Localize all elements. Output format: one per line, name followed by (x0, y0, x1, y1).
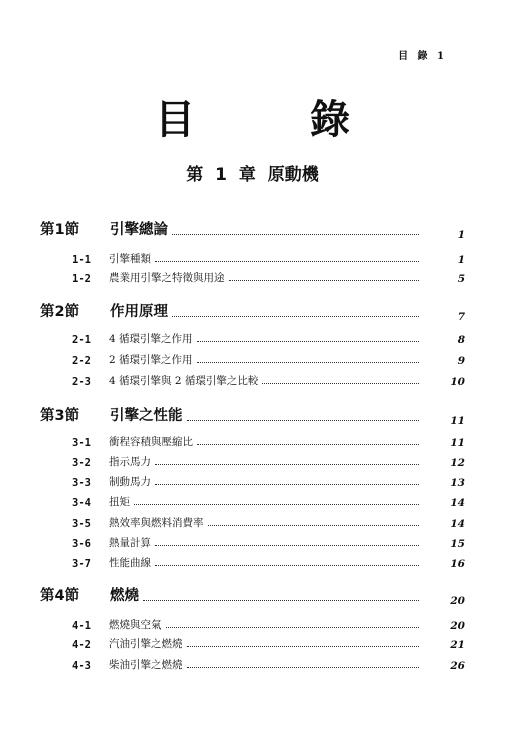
toc-entry-title: 熱量計算 (109, 537, 151, 549)
dot-leader (197, 340, 419, 342)
toc-subsection-entry (0, 434, 505, 449)
toc-entry-number: 3-1 (72, 437, 91, 449)
toc-section-entry (0, 300, 505, 321)
dot-leader (172, 315, 419, 317)
toc-entry-title: 燃燒與空氣 (109, 619, 162, 631)
toc-entry-title: 4 循環引擎與 2 循環引擎之比較 (109, 375, 259, 387)
toc-entry-title: 制動馬力 (109, 476, 151, 488)
toc-subsection-entry (0, 657, 505, 672)
toc-entry-title: 衝程容積與壓縮比 (109, 436, 193, 448)
toc-entry-number: 第2節 (40, 304, 80, 320)
dot-leader (155, 564, 419, 566)
toc-subsection-entry (0, 251, 505, 266)
toc-entry-page: 10 (450, 376, 465, 388)
dot-leader (172, 233, 419, 235)
toc-entry-title: 熱效率與燃料消費率 (109, 517, 204, 529)
toc-section-entry (0, 404, 505, 425)
dot-leader (187, 419, 420, 421)
page-title-left: 目 (155, 97, 195, 143)
dot-leader (187, 666, 420, 668)
toc-subsection-entry (0, 373, 505, 388)
toc-entry-number: 1-1 (72, 254, 91, 266)
toc-entry-title: 引擎總論 (110, 222, 168, 238)
toc-entry-page: 16 (450, 558, 465, 570)
toc-entry-title: 2 循環引擎之作用 (109, 354, 193, 366)
toc-section-entry (0, 218, 505, 239)
toc-entry-page: 8 (457, 334, 465, 346)
toc-entry-number: 4-3 (72, 660, 91, 672)
toc-entry-number: 2-2 (72, 355, 91, 367)
toc-entry-number: 1-2 (72, 273, 91, 285)
toc-entry-page: 26 (450, 660, 465, 672)
toc-entry-page: 20 (450, 595, 465, 607)
toc-entry-title: 農業用引擎之特徵與用途 (109, 272, 225, 284)
page-title (0, 88, 505, 145)
toc-subsection-entry (0, 454, 505, 469)
toc-entry-title: 引擎之性能 (110, 408, 183, 424)
toc-entry-page: 11 (450, 437, 465, 449)
toc-entry-page: 7 (457, 311, 465, 323)
toc-entry-number: 4-2 (72, 639, 91, 651)
chapter-heading: 第 1 章 原動機 (186, 165, 319, 185)
toc-subsection-entry (0, 555, 505, 570)
toc-entry-number: 2-3 (72, 376, 91, 388)
toc-entry-number: 3-3 (72, 477, 91, 489)
page-title-right: 錄 (310, 97, 350, 143)
toc-entry-title: 扭矩 (109, 496, 130, 508)
toc-section-entry (0, 584, 505, 605)
running-head: 目 錄 1 (398, 51, 447, 62)
toc-subsection-entry (0, 331, 505, 346)
toc-subsection-entry (0, 636, 505, 651)
dot-leader (155, 463, 419, 465)
toc-entry-title: 作用原理 (110, 304, 168, 320)
toc-entry-title: 柴油引擎之燃燒 (109, 659, 183, 671)
toc-entry-page: 12 (450, 457, 465, 469)
dot-leader (134, 503, 419, 505)
dot-leader (262, 382, 419, 384)
toc-entry-number: 第1節 (40, 222, 80, 238)
toc-entry-page: 14 (450, 518, 465, 530)
toc-entry-page: 5 (457, 273, 465, 285)
toc-entry-number: 3-2 (72, 457, 91, 469)
dot-leader (197, 361, 419, 363)
dot-leader (155, 544, 419, 546)
toc-entry-page: 11 (450, 415, 465, 427)
toc-entry-page: 20 (450, 620, 465, 632)
toc-entry-number: 3-7 (72, 558, 91, 570)
dot-leader (166, 626, 420, 628)
toc-subsection-entry (0, 494, 505, 509)
dot-leader (229, 279, 420, 281)
toc-entry-page: 14 (450, 497, 465, 509)
toc-entry-page: 15 (450, 538, 465, 550)
toc-entry-page: 1 (457, 229, 465, 241)
toc-entry-number: 4-1 (72, 620, 91, 632)
toc-subsection-entry (0, 535, 505, 550)
toc-entry-number: 2-1 (72, 334, 91, 346)
toc-entry-number: 3-4 (72, 497, 91, 509)
dot-leader (155, 260, 419, 262)
toc-entry-title: 4 循環引擎之作用 (109, 333, 193, 345)
toc-entry-title: 汽油引擎之燃燒 (109, 638, 183, 650)
toc-entry-number: 3-5 (72, 518, 91, 530)
dot-leader (187, 645, 420, 647)
toc-entry-number: 第4節 (40, 588, 80, 604)
toc-entry-page: 1 (457, 254, 465, 266)
dot-leader (143, 599, 419, 601)
toc-entry-title: 指示馬力 (109, 456, 151, 468)
toc-entry-page: 21 (450, 639, 465, 651)
toc-entry-number: 第3節 (40, 408, 80, 424)
toc-subsection-entry (0, 515, 505, 530)
dot-leader (155, 483, 419, 485)
toc-subsection-entry (0, 474, 505, 489)
dot-leader (197, 443, 419, 445)
dot-leader (208, 524, 420, 526)
toc-entry-page: 13 (450, 477, 465, 489)
toc-subsection-entry (0, 617, 505, 632)
toc-subsection-entry (0, 352, 505, 367)
toc-subsection-entry (0, 270, 505, 285)
toc-entry-title: 引擎種類 (109, 253, 151, 265)
toc-entry-title: 性能曲線 (109, 557, 151, 569)
toc-entry-title: 燃燒 (110, 588, 139, 604)
toc-entry-number: 3-6 (72, 538, 91, 550)
toc-entry-page: 9 (457, 355, 465, 367)
